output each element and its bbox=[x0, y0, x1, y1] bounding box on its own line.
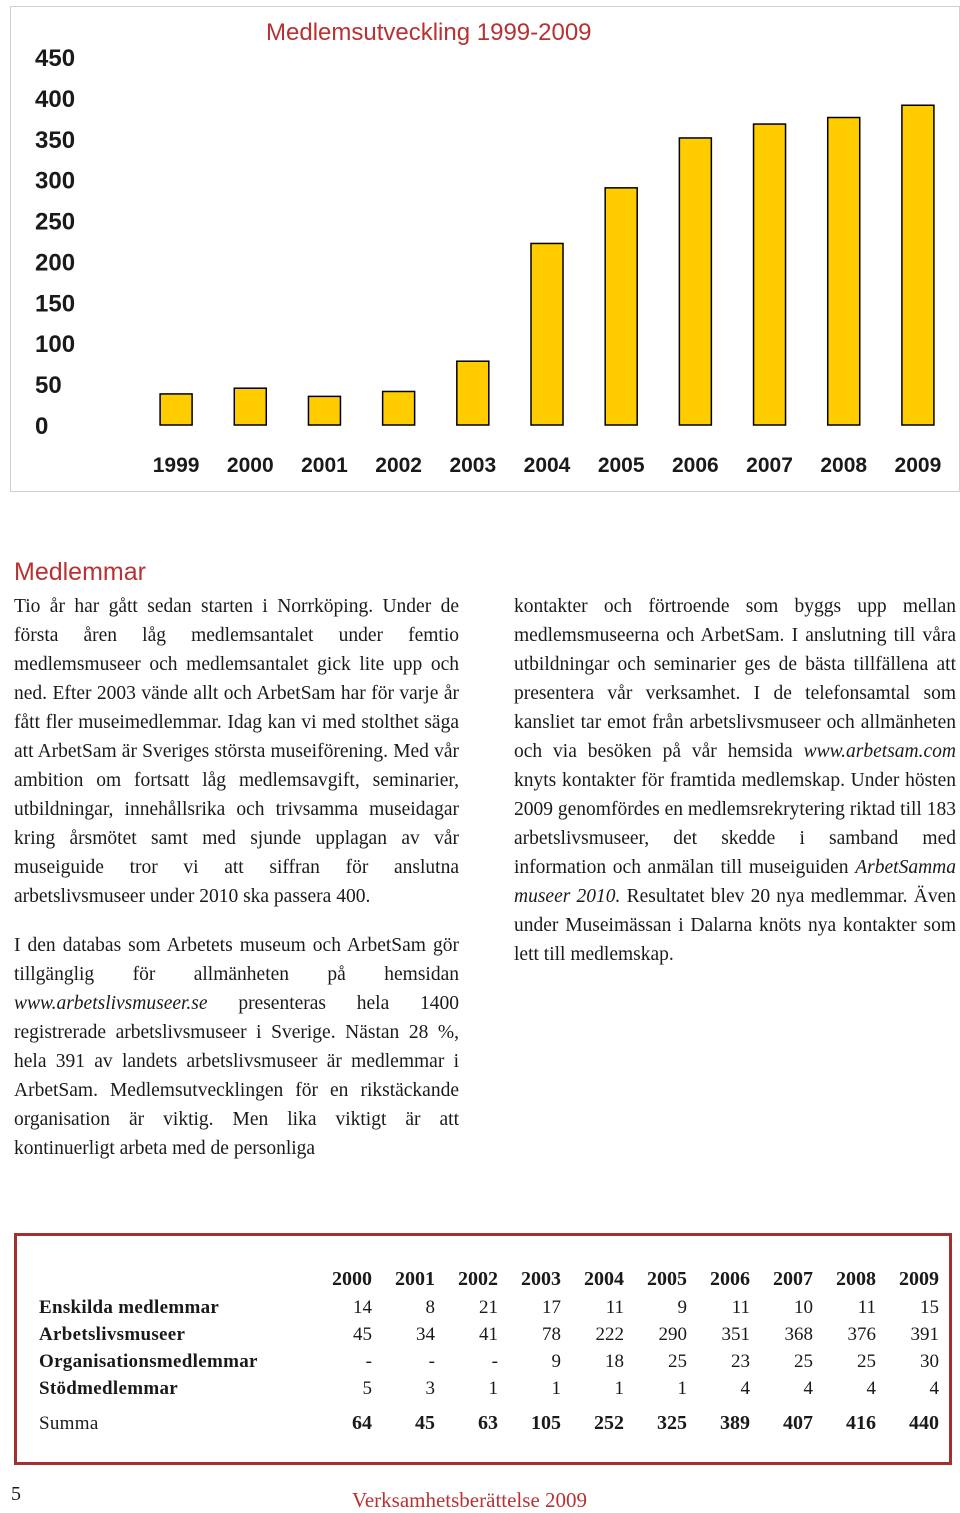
table-cell: 15 bbox=[920, 1296, 939, 1318]
bar-2009 bbox=[902, 105, 934, 425]
y-tick-label: 350 bbox=[35, 126, 76, 154]
table-cell: 9 bbox=[677, 1296, 687, 1318]
table-cell: 391 bbox=[910, 1323, 939, 1345]
sum-cell: 63 bbox=[478, 1412, 498, 1434]
y-tick-label: 0 bbox=[35, 413, 49, 440]
table-cell: - bbox=[365, 1350, 372, 1372]
sum-cell: 325 bbox=[657, 1412, 687, 1434]
table-row bbox=[39, 1321, 939, 1348]
table-cell: - bbox=[428, 1350, 435, 1372]
table-cell: 34 bbox=[416, 1323, 435, 1345]
year-header: 2004 bbox=[584, 1267, 624, 1290]
x-tick-label: 2003 bbox=[449, 454, 497, 477]
arbetsam-link[interactable]: www.arbetsam.com bbox=[803, 741, 956, 762]
year-header: 2007 bbox=[773, 1267, 813, 1290]
arbetslivsmuseer-link[interactable]: www.arbetslivsmuseer.se bbox=[14, 993, 208, 1014]
y-tick-label: 150 bbox=[35, 290, 76, 318]
table-cell: - bbox=[491, 1350, 498, 1372]
bar-2002 bbox=[383, 391, 415, 425]
table-cell: 10 bbox=[794, 1296, 813, 1318]
x-tick-label: 2009 bbox=[894, 454, 942, 477]
row-label: Arbetslivsmuseer bbox=[39, 1323, 186, 1345]
year-header: 2008 bbox=[836, 1267, 876, 1290]
x-tick-label: 1999 bbox=[152, 454, 200, 477]
table-cell: 368 bbox=[784, 1323, 813, 1345]
y-tick-label: 250 bbox=[35, 208, 76, 236]
y-tick-label: 100 bbox=[35, 331, 76, 359]
table-cell: 45 bbox=[353, 1323, 372, 1345]
bar-1999 bbox=[160, 394, 192, 425]
table-cell: 25 bbox=[857, 1350, 876, 1372]
x-tick-label: 2001 bbox=[301, 454, 348, 477]
sum-label: Summa bbox=[39, 1412, 99, 1434]
members-table-box bbox=[14, 1233, 952, 1465]
left-paragraph-2 bbox=[14, 931, 459, 1163]
left-p2-text-a: I den databas som Arbetets museum och ArbetSam gör tillgänglig för allmänheten på hemsidan bbox=[14, 935, 459, 985]
chart-canvas bbox=[11, 7, 959, 491]
bar-2000 bbox=[234, 388, 266, 425]
table-cell: 222 bbox=[595, 1323, 624, 1345]
y-tick-label: 400 bbox=[35, 85, 76, 113]
table-cell: 8 bbox=[425, 1296, 435, 1318]
table-cell: 18 bbox=[605, 1350, 624, 1372]
y-tick-label: 50 bbox=[35, 372, 62, 400]
year-header: 2000 bbox=[332, 1267, 372, 1290]
sum-cell: 389 bbox=[720, 1412, 750, 1434]
x-tick-label: 2000 bbox=[226, 454, 274, 477]
row-label: Stödmedlemmar bbox=[39, 1377, 178, 1399]
sum-cell: 105 bbox=[531, 1412, 561, 1434]
year-header: 2001 bbox=[395, 1267, 435, 1290]
sum-row bbox=[39, 1410, 939, 1437]
left-p2-text-b: presenteras hela 1400 registrerade arbetslivsmuseer i Sverige. Nästan 28 %, hela 391 av landets arbetslivsmuseer är medlemmar i ArbetSam. Medlemsutvecklingen för en rikstäckande organisation är viktig. Men lika viktigt är att kontinuerligt arbeta med de personliga bbox=[14, 993, 459, 1159]
left-column bbox=[14, 592, 459, 1163]
table-cell: 23 bbox=[731, 1350, 750, 1372]
table-cell: 25 bbox=[794, 1350, 813, 1372]
x-tick-label: 2004 bbox=[523, 454, 571, 477]
year-header: 2009 bbox=[899, 1267, 939, 1290]
row-label: Enskilda medlemmar bbox=[39, 1296, 220, 1318]
bar-2005 bbox=[605, 188, 637, 425]
table-row bbox=[39, 1348, 939, 1375]
table-cell: 351 bbox=[721, 1323, 750, 1345]
right-column bbox=[514, 592, 956, 969]
table-cell: 11 bbox=[857, 1296, 876, 1318]
table-cell: 376 bbox=[847, 1323, 876, 1345]
bar-2001 bbox=[308, 396, 340, 425]
museiguide-title: ArbetSamma museer 2010. bbox=[514, 857, 956, 907]
table-cell: 4 bbox=[866, 1377, 876, 1399]
table-header-empty bbox=[39, 1264, 309, 1294]
section-title: Medlemmar bbox=[14, 558, 146, 586]
sum-cell: 64 bbox=[352, 1412, 372, 1434]
table-row bbox=[39, 1294, 939, 1321]
left-paragraph-1: Tio år har gått sedan starten i Norrköping. Under de första åren låg medlemsantalet under femtio medlemsmuseer och medlemsantalet gick lite upp och ned. Efter 2003 vände allt och ArbetSam har för varje år fått fler museimedlemmar. Idag kan vi med stolthet säga att ArbetSam är Sveriges största museiförening. Med vår ambition om fortsatt låg medlemsavgift, seminarier, utbildningar, innehållsrika och trivsamma museidagar kring årsmötet samt med sjunde upplagan av vår museiguide tror vi att siffran för anslutna arbetslivsmuseer under 2010 ska passera 400. bbox=[14, 596, 459, 907]
y-tick-label: 450 bbox=[35, 45, 76, 72]
table-cell: 11 bbox=[731, 1296, 750, 1318]
year-header: 2002 bbox=[458, 1267, 498, 1290]
table-cell: 1 bbox=[551, 1377, 561, 1399]
y-tick-label: 200 bbox=[35, 249, 76, 277]
spacer-cell bbox=[39, 1402, 939, 1410]
bar-2007 bbox=[754, 124, 786, 425]
table-cell: 14 bbox=[353, 1296, 372, 1318]
chart-title: Medlemsutveckling 1999-2009 bbox=[266, 19, 592, 46]
table-cell: 1 bbox=[488, 1377, 498, 1399]
x-tick-label: 2006 bbox=[672, 454, 719, 477]
footer-title: Verksamhetsberättelse 2009 bbox=[352, 1488, 588, 1512]
sum-cell: 416 bbox=[846, 1412, 876, 1434]
bar-2008 bbox=[828, 118, 860, 425]
right-paragraph-1 bbox=[514, 592, 956, 969]
table-cell: 4 bbox=[803, 1377, 813, 1399]
year-header: 2003 bbox=[521, 1267, 561, 1290]
table-cell: 4 bbox=[929, 1377, 939, 1399]
members-table bbox=[39, 1264, 939, 1437]
right-p1-text-b: knyts kontakter för framtida medlemskap. Under hösten 2009 genomfördes en medlemsrekrytering riktad till 183 arbetslivsmuseer, det skedde i samband med information och anmälan till museiguiden bbox=[514, 770, 956, 878]
table-cell: 3 bbox=[425, 1377, 435, 1399]
table-cell: 41 bbox=[479, 1323, 498, 1345]
row-label: Organisationsmedlemmar bbox=[39, 1350, 258, 1372]
x-tick-label: 2005 bbox=[597, 454, 645, 477]
bar-2006 bbox=[679, 138, 711, 425]
right-p1-text-a: kontakter och förtroende som byggs upp mellan medlemsmuseerna och ArbetSam. I anslutning till våra utbildningar och seminarier ges de bästa tillfällena att presentera vår verksamhet. I de telefonsamtal som kansliet tar emot från arbetslivsmuseer och allmänheten och via besöken på vår hemsida bbox=[514, 596, 956, 762]
table-cell: 4 bbox=[740, 1377, 750, 1399]
membership-chart bbox=[10, 6, 960, 492]
year-header: 2006 bbox=[710, 1267, 750, 1290]
table-cell: 11 bbox=[605, 1296, 624, 1318]
table-cell: 9 bbox=[551, 1350, 561, 1372]
bar-2004 bbox=[531, 243, 563, 425]
table-cell: 78 bbox=[542, 1323, 561, 1345]
table-cell: 1 bbox=[677, 1377, 687, 1399]
table-cell: 1 bbox=[614, 1377, 624, 1399]
table-cell: 21 bbox=[479, 1296, 498, 1318]
y-tick-label: 300 bbox=[35, 167, 76, 195]
table-cell: 290 bbox=[658, 1323, 687, 1345]
year-header: 2005 bbox=[647, 1267, 687, 1290]
table-cell: 25 bbox=[668, 1350, 687, 1372]
table-cell: 30 bbox=[920, 1350, 939, 1372]
table-cell: 5 bbox=[362, 1377, 372, 1399]
table-cell: 17 bbox=[542, 1296, 561, 1318]
sum-cell: 45 bbox=[415, 1412, 435, 1434]
x-tick-label: 2002 bbox=[375, 454, 422, 477]
table-spacer bbox=[39, 1402, 939, 1410]
sum-cell: 440 bbox=[909, 1412, 939, 1434]
bar-2003 bbox=[457, 361, 489, 425]
table-row bbox=[39, 1375, 939, 1402]
sum-cell: 252 bbox=[594, 1412, 624, 1434]
table-header-row bbox=[39, 1264, 939, 1294]
x-tick-label: 2008 bbox=[820, 454, 868, 477]
page-number: 5 bbox=[11, 1483, 21, 1505]
x-tick-label: 2007 bbox=[746, 454, 793, 477]
sum-cell: 407 bbox=[783, 1412, 813, 1434]
right-p1-text-c: Resultatet blev 20 nya medlemmar. Även under Museimässan i Dalarna knöts nya kontakter som lett till medlemskap. bbox=[514, 886, 956, 965]
